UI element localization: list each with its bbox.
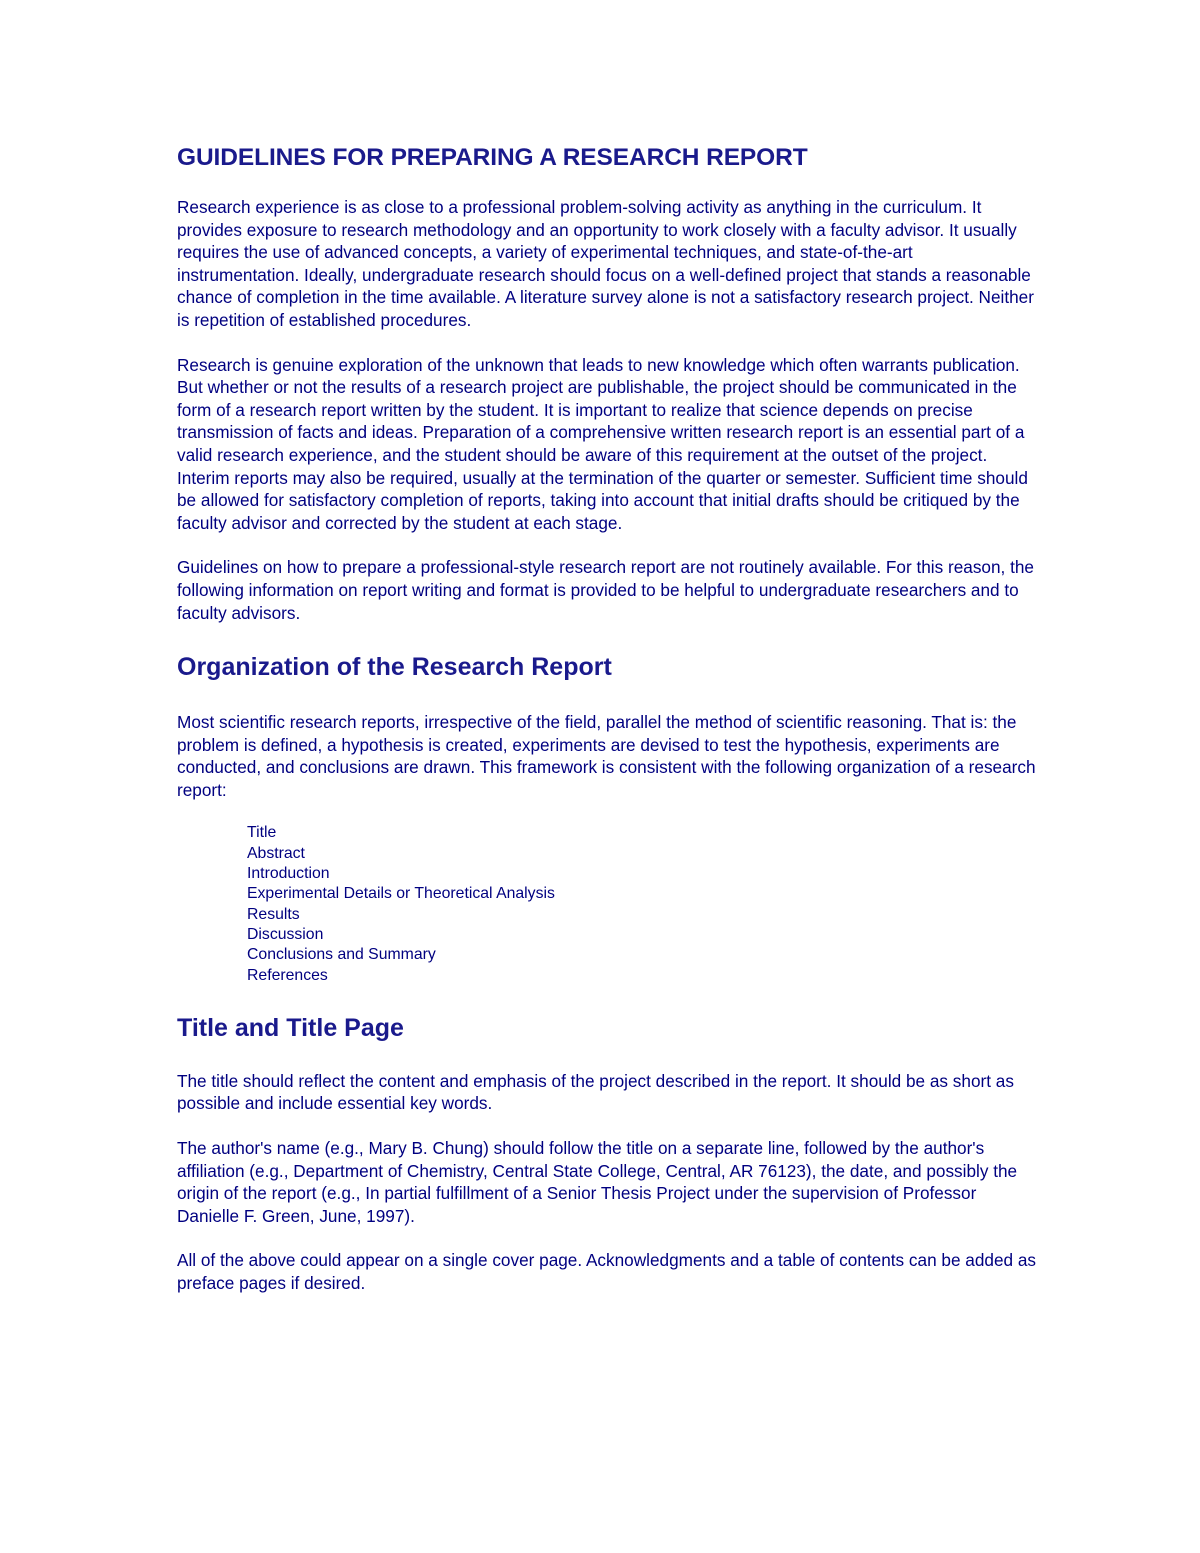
title-page-paragraph-3: All of the above could appear on a single cover page. Acknowledgments and a table of contents can be added as preface pages if desired. bbox=[177, 1250, 1037, 1293]
list-item: Introduction bbox=[247, 865, 330, 883]
title-page-paragraph-2: The author's name (e.g., Mary B. Chung) should follow the title on a separate line, followed by the author's affiliation (e.g., Department of Chemistry, Central State College, Central, AR 76123), the date, and possibly the origin of the report (e.g., In partial fulfillment of a Senior Thesis Project under the supervision of Professor Danielle F. Green, June, 1997). bbox=[177, 1138, 1018, 1226]
title-page-heading: Title and Title Page bbox=[177, 1013, 404, 1042]
intro-paragraph-2: Research is genuine exploration of the unknown that leads to new knowledge which often warrants publication. But whether or not the results of a research project are publishable, the project should be communicated in the form of a research report written by the student. It is important to realize that science depends on precise transmission of facts and ideas. Preparation of a comprehensive written research report is an essential part of a valid research experience, and the student should be aware of this requirement at the outset of the project. Interim reports may also be required, usually at the termination of the quarter or semester. Sufficient time should be allowed for satisfactory completion of reports, taking into account that initial drafts should be critiqued by the faculty advisor and corrected by the student at each stage. bbox=[177, 354, 1028, 533]
intro-paragraph-3: Guidelines on how to prepare a professional-style research report are not routinely available. For this reason, the following information on report writing and format is provided to be helpful to undergraduate researchers and to faculty advisors. bbox=[177, 557, 1034, 623]
list-item: Abstract bbox=[247, 844, 305, 862]
list-item: Experimental Details or Theoretical Analysis bbox=[247, 885, 555, 903]
list-item: Conclusions and Summary bbox=[247, 946, 436, 964]
organization-heading: Organization of the Research Report bbox=[177, 653, 612, 682]
list-item: Title bbox=[247, 824, 277, 842]
title-page-paragraph-1: The title should reflect the content and emphasis of the project described in the report. It should be as short as possible and include essential key words. bbox=[177, 1070, 1014, 1114]
intro-paragraph-1: Research experience is as close to a professional problem-solving activity as anything in the curriculum. It provides exposure to research methodology and an opportunity to work closely with a faculty advisor. It usually requires the use of advanced concepts, a variety of experimental techniques, and state-of-the-art instrumentation. Ideally, undergraduate research should focus on a well-defined project that stands a reasonable chance of completion in the time available. A literature survey alone is not a satisfactory research project. Neither is repetition of established procedures. bbox=[177, 197, 1034, 330]
organization-paragraph: Most scientific research reports, irrespective of the field, parallel the method of scientific reasoning. That is: the problem is defined, a hypothesis is created, experiments are devised to test the hypothesis, experiments are conducted, and conclusions are drawn. This framework is consistent with the following organization of a research report: bbox=[177, 712, 1036, 800]
document-page bbox=[177, 140, 1037, 1295]
report-sections-list bbox=[177, 823, 1037, 985]
list-item: Results bbox=[247, 905, 300, 923]
list-item: Discussion bbox=[247, 925, 324, 943]
list-item: References bbox=[247, 966, 328, 984]
document-title: GUIDELINES FOR PREPARING A RESEARCH REPORT bbox=[177, 144, 808, 171]
